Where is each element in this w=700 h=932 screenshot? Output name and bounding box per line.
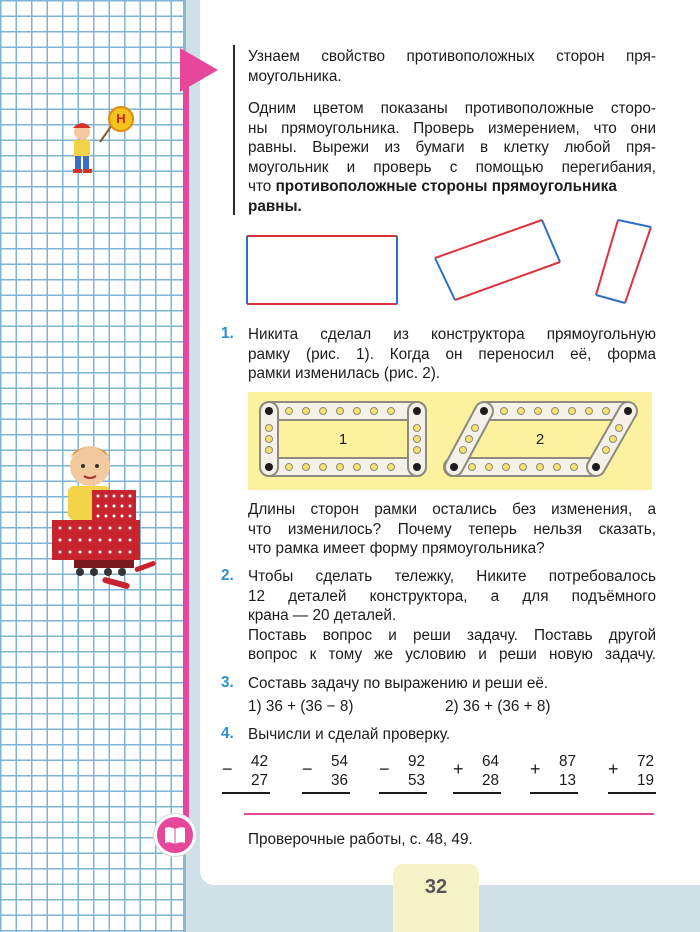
task-3-number: 3. bbox=[221, 674, 234, 691]
bold-rule-text: противоположные стороны прямоугольника bbox=[275, 178, 617, 195]
rectangular-frame-figure bbox=[260, 402, 426, 476]
task-2-number: 2. bbox=[221, 567, 234, 584]
figure-2-label: 2 bbox=[535, 431, 545, 448]
rectangle-vertical bbox=[596, 220, 651, 303]
intro-text: Узнаем свойство противоположных сторон пря- моугольника. bbox=[248, 48, 656, 85]
sum-line bbox=[530, 792, 578, 794]
task-4-number: 4. bbox=[221, 725, 234, 742]
task-3-text: Составь задачу по выражению и реши её. bbox=[248, 675, 549, 692]
tests-reference: Проверочные работы, с. 48, 49. bbox=[248, 831, 473, 848]
boy-building-illustration bbox=[44, 438, 162, 598]
rectangle-horizontal bbox=[247, 236, 397, 304]
expression-1: 1) 36 + (36 − 8) bbox=[248, 698, 354, 715]
page-number: 32 bbox=[424, 876, 448, 898]
section-divider-line bbox=[233, 45, 235, 215]
figure-1-label: 1 bbox=[338, 431, 348, 448]
accent-bar bbox=[183, 60, 189, 850]
rectangle-tilted bbox=[435, 220, 560, 300]
pointer-arrow-icon bbox=[180, 48, 218, 92]
task-1-text: Никита сделал из конструктора прямоугольную рамку (рис. 1). Когда он переносил её, форма рамки изменилась (рис. 2). bbox=[248, 326, 656, 382]
sum-line bbox=[222, 792, 270, 794]
rectangles-figure bbox=[240, 215, 660, 315]
expression-2: 2) 36 + (36 + 8) bbox=[445, 698, 551, 715]
frame-figures bbox=[248, 392, 652, 490]
task-2-text: Чтобы сделать тележку, Никите потребовалось 12 деталей конструктора, а для подъёмного крана — 20 деталей. Поставь вопрос и реши задачу. Поставь другой вопрос к тому же условию и реши новую задачу. bbox=[248, 568, 656, 663]
task-1-questions: Длины сторон рамки остались без изменения, а что изменилось? Почему теперь нельзя сказать, что рамка имеет форму прямоугольника? bbox=[248, 501, 656, 557]
sum-line bbox=[379, 792, 427, 794]
book-icon bbox=[154, 814, 196, 856]
sum-line bbox=[608, 792, 656, 794]
sum-line bbox=[302, 792, 350, 794]
sum-line bbox=[453, 792, 501, 794]
task-4-text: Вычисли и сделай проверку. bbox=[248, 726, 451, 743]
letter-h-badge: Н bbox=[108, 106, 134, 132]
property-paragraph: Одним цветом показаны противоположные сторо- ны прямоугольника. Проверь измерением, что они равны. Вырежи из бумаги в клетку любой пря- моугольник и проверь с помощью перегибания, что противоположные стороны прямоугольника равны. bbox=[248, 100, 656, 215]
parallelogram-frame-figure bbox=[444, 402, 636, 476]
task-1-number: 1. bbox=[221, 325, 234, 342]
footer-separator bbox=[244, 813, 654, 815]
